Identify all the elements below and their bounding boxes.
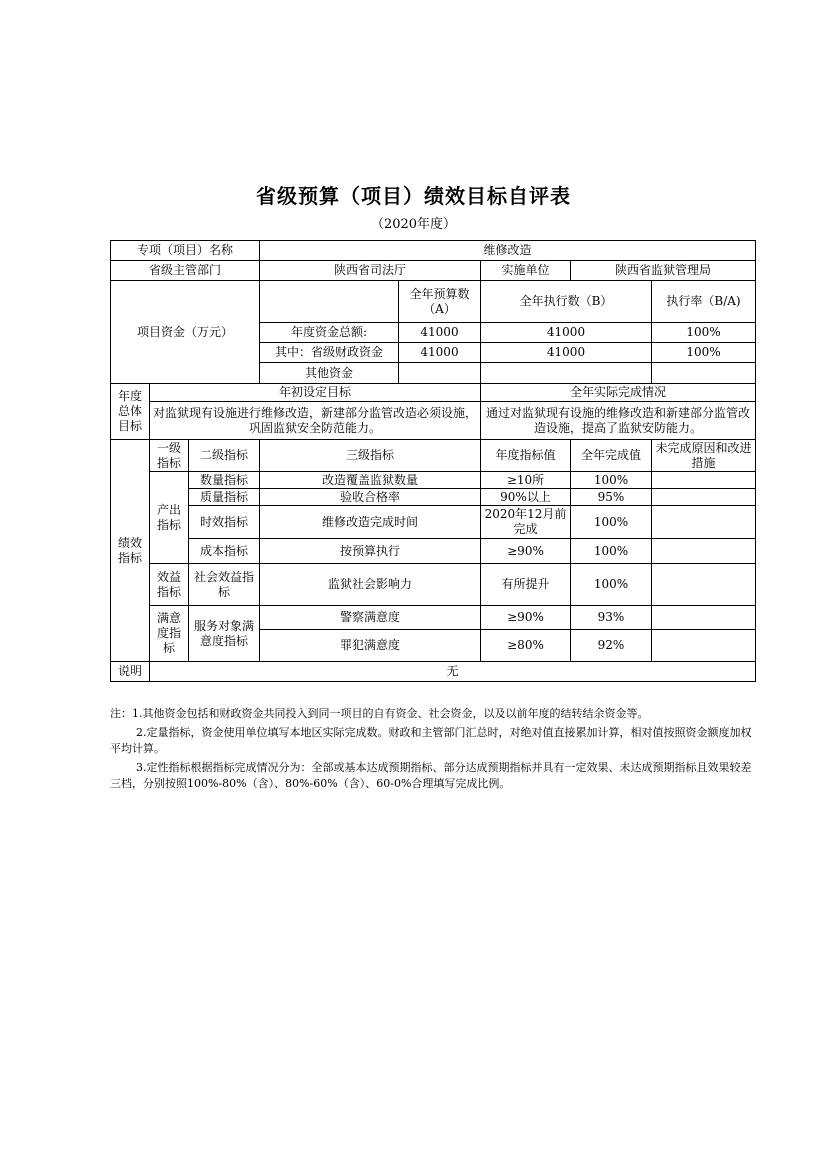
- impl-unit-value: 陕西省监狱管理局: [571, 261, 756, 281]
- footnote: 2.定量指标，资金使用单位填写本地区实际完成数。财政和主管部门汇总时，对绝对值直接累加计算，相对值按照资金额度加权平均计算。: [110, 726, 752, 755]
- target-header: 年度指标值: [481, 440, 571, 472]
- indicator-target: 90%以上: [481, 489, 571, 506]
- indicator-row: [111, 564, 756, 606]
- indicator-reason: [652, 472, 756, 489]
- output-indicator-label: 产出指标: [150, 472, 189, 564]
- initial-goal-header: 年初设定目标: [150, 384, 481, 402]
- indicator-reason: [652, 606, 756, 630]
- indicator-level3: 维修改造完成时间: [260, 506, 481, 539]
- indicator-level3: 按预算执行: [260, 539, 481, 564]
- indicator-row: [111, 506, 756, 539]
- indicator-level2: 成本指标: [189, 539, 260, 564]
- indicator-reason: [652, 564, 756, 606]
- indicator-row: [111, 472, 756, 489]
- indicator-level3: 罪犯满意度: [260, 630, 481, 662]
- indicator-level2: 质量指标: [189, 489, 260, 506]
- satisfaction-indicator-label: 满意度指标: [150, 606, 189, 662]
- funds-rate: 100%: [652, 343, 756, 363]
- actual-header: 全年完成值: [571, 440, 652, 472]
- self-evaluation-table: [110, 240, 756, 682]
- funds-row-label: 其他资金: [260, 363, 399, 384]
- indicator-level3: 验收合格率: [260, 489, 481, 506]
- indicators-label: 绩效指标: [111, 440, 150, 662]
- level2-header: 二级指标: [189, 440, 260, 472]
- funds-exec: 41000: [481, 323, 652, 343]
- indicator-level3: 警察满意度: [260, 606, 481, 630]
- funds-col-budget: 全年预算数（A）: [399, 281, 481, 323]
- funds-budget: 41000: [399, 343, 481, 363]
- indicator-actual: 100%: [571, 564, 652, 606]
- indicator-actual: 100%: [571, 506, 652, 539]
- form-title: 省级预算（项目）绩效目标自评表: [256, 184, 571, 208]
- indicator-level2: 时效指标: [189, 506, 260, 539]
- indicator-level3: 改造覆盖监狱数量: [260, 472, 481, 489]
- indicator-target: ≥90%: [481, 606, 571, 630]
- funds-row-label: 其中：省级财政资金: [260, 343, 399, 363]
- indicator-target: 2020年12月前完成: [481, 506, 571, 539]
- indicator-row: [111, 489, 756, 506]
- form-year: （2020年度）: [370, 217, 457, 232]
- indicator-reason: [652, 539, 756, 564]
- footnote: 3.定性指标根据指标完成情况分为：全部或基本达成预期指标、部分达成预期指标并具有一定效果、未达成预期指标且效果较差三档，分别按照100%-80%（含）、80%-60%（含）、60-0%合理填写完成比例。: [110, 761, 752, 790]
- footnote: 注：1.其他资金包括和财政资金共同投入到同一项目的自有资金、社会资金，以及以前年度的结转结余资金等。: [110, 707, 649, 720]
- indicator-actual: 92%: [571, 630, 652, 662]
- initial-goal-text: 对监狱现有设施进行维修改造，新建部分监管改造必须设施，巩固监狱安全防范能力。: [150, 402, 481, 440]
- project-name-label: 专项（项目）名称: [111, 241, 260, 261]
- funds-label: 项目资金（万元）: [111, 281, 260, 384]
- funds-rate: 100%: [652, 323, 756, 343]
- indicator-level2: 服务对象满意度指标: [189, 606, 260, 662]
- indicator-reason: [652, 630, 756, 662]
- indicator-actual: 100%: [571, 539, 652, 564]
- funds-budget: [399, 363, 481, 384]
- indicator-reason: [652, 489, 756, 506]
- indicator-level2: 社会效益指标: [189, 564, 260, 606]
- project-name-value: 维修改造: [260, 241, 756, 261]
- indicator-target: 有所提升: [481, 564, 571, 606]
- reason-header: 未完成原因和改进措施: [652, 440, 756, 472]
- indicator-actual: 100%: [571, 472, 652, 489]
- funds-col-rate: 执行率（B/A): [652, 281, 756, 323]
- dept-label: 省级主管部门: [111, 261, 260, 281]
- funds-exec: [481, 363, 652, 384]
- level1-header: 一级指标: [150, 440, 189, 472]
- indicator-row: [111, 606, 756, 630]
- dept-value: 陕西省司法厅: [260, 261, 481, 281]
- indicator-reason: [652, 506, 756, 539]
- funds-exec: 41000: [481, 343, 652, 363]
- footnotes: [110, 706, 758, 795]
- indicator-target: ≥10所: [481, 472, 571, 489]
- indicator-actual: 93%: [571, 606, 652, 630]
- indicator-level3: 监狱社会影响力: [260, 564, 481, 606]
- indicator-target: ≥90%: [481, 539, 571, 564]
- indicator-level2: 数量指标: [189, 472, 260, 489]
- annual-goal-label: 年度总体目标: [111, 384, 150, 440]
- funds-budget: 41000: [399, 323, 481, 343]
- actual-result-text: 通过对监狱现有设施的维修改造和新建部分监管改造设施，提高了监狱安防能力。: [481, 402, 756, 440]
- funds-row-label: 年度资金总额:: [260, 323, 399, 343]
- impl-unit-label: 实施单位: [481, 261, 571, 281]
- indicator-row: [111, 539, 756, 564]
- remark-label: 说明: [111, 662, 150, 682]
- funds-header-blank: [260, 281, 399, 323]
- remark-value: 无: [150, 662, 756, 682]
- indicator-target: ≥80%: [481, 630, 571, 662]
- indicator-actual: 95%: [571, 489, 652, 506]
- level3-header: 三级指标: [260, 440, 481, 472]
- funds-rate: [652, 363, 756, 384]
- funds-col-exec: 全年执行数（B）: [481, 281, 652, 323]
- actual-result-header: 全年实际完成情况: [481, 384, 756, 402]
- benefit-indicator-label: 效益指标: [150, 564, 189, 606]
